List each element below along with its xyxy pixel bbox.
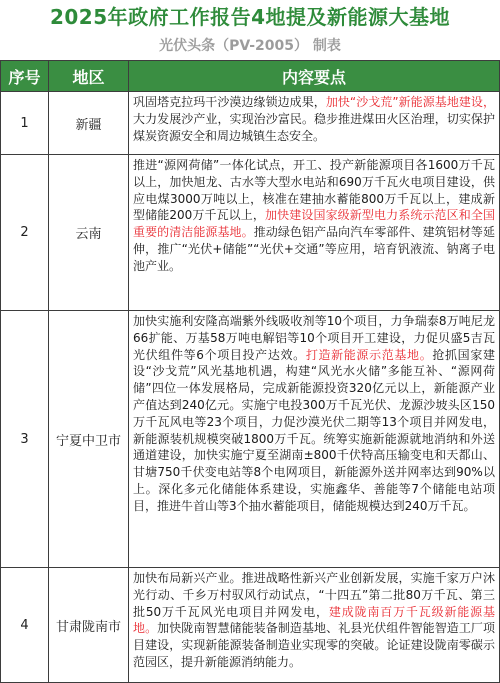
content-text: 大力发展沙产业，实现治沙富民。稳步推进煤田火区治理，切实保护煤炭资源安全和周边城镇生态安全。 [133,111,495,143]
row-content [129,155,500,311]
policy-table [0,60,500,683]
content-highlight: 打造新能源示范基地。 [305,347,433,362]
content-highlight: 建成陇南百万千瓦级新能源基地。 [133,604,495,636]
page-subtitle: 光伏头条（PV-2005） 制表 [159,38,341,54]
row-region: 宁夏中卫市 [49,311,129,568]
table-row [1,92,500,155]
row-number: 1 [1,92,49,155]
row-content [129,92,500,155]
row-content [129,311,500,568]
column-header-content: 内容要点 [129,61,500,92]
content-highlight: 加快建设国家级新型电力系统示范区和全国重要的清洁能源基地。 [133,208,495,240]
content-text: 加快布局新兴产业。推进战略性新兴产业创新发展，实施千家万户沐光行动、千乡万村驭风行动试点，“十四五”第二批80万千瓦、第三批50万千瓦风光电项目并网发电， [133,571,495,619]
content-highlight: 加快“沙戈荒”新能源基地建设， [325,95,495,109]
table-header [1,61,500,92]
column-header-region: 地区 [49,61,129,92]
table-row [1,311,500,568]
content-text: 巩固塔克拉玛干沙漠边缘锁边成果， [133,95,326,109]
row-region: 甘肃陇南市 [49,568,129,683]
row-number: 2 [1,155,49,311]
row-region: 云南 [49,155,129,311]
content-text: 推动绿色铝产品向汽车零部件、建筑铝材等延伸，推广“光伏+储能”“光伏+交通”等应用，培育钒液流、钠离子电池产业。 [133,225,495,273]
content-text: 加快陇南智慧储能装备制造基地、礼县光伏组件智能智造工厂项目建设，实现新能源装备制造业实现零的突破。论证建设陇南零碳示范园区，提升新能源消纳能力。 [133,621,495,669]
page-title: 2025年政府工作报告4地提及新能源大基地 [49,5,451,29]
content-text: 推进“源网荷储”一体化试点，开工、投产新能源项目各1600万千瓦以上，加快旭龙、古水等大型水电站和690万千瓦火电项目建设，供应电煤3000万吨以上，核准在建抽水蓄能800万千瓦以上，建成新型储能200万千瓦以上， [133,158,495,223]
column-header-number: 序号 [1,61,49,92]
table-row [1,568,500,683]
row-number: 4 [1,568,49,683]
row-number: 3 [1,311,49,568]
table-row [1,155,500,311]
content-text: 抢抓国家建设“沙戈荒”风光基地机遇，构建“风光水火储”多能互补、“源网荷储”四位一体发展格局，完成新能源投资320亿元以上，新能源产业产值达到240亿元。实施宁电投300万千瓦光伏、龙源沙坡头区150万千瓦风电等23个项目，力促沙漠光伏二期等13个项目并网发电，新能源装机规模突破1800万千瓦。统筹实施新能源就地消纳和外送通道建设，加快实施宁夏至湖南±800千伏特高压输变电和天都山、甘塘750千伏变电站等8个电网项目，新能源外送并网率达到90%以上。深化多元化储能体系建设，实施鑫华、善能等7个储能电站项目，推进牛首山等3个抽水蓄能项目，储能规模达到240万千瓦。 [133,347,495,513]
content-text: 加快实施利安隆高端紫外线吸收剂等10个项目，力争瑞泰8万吨尼龙66扩能、万基58万吨电解铝等10个项目开工建设，力促贝盛5吉瓦光伏组件等6个项目投产达效。 [133,314,495,362]
row-content [129,568,500,683]
row-region: 新疆 [49,92,129,155]
